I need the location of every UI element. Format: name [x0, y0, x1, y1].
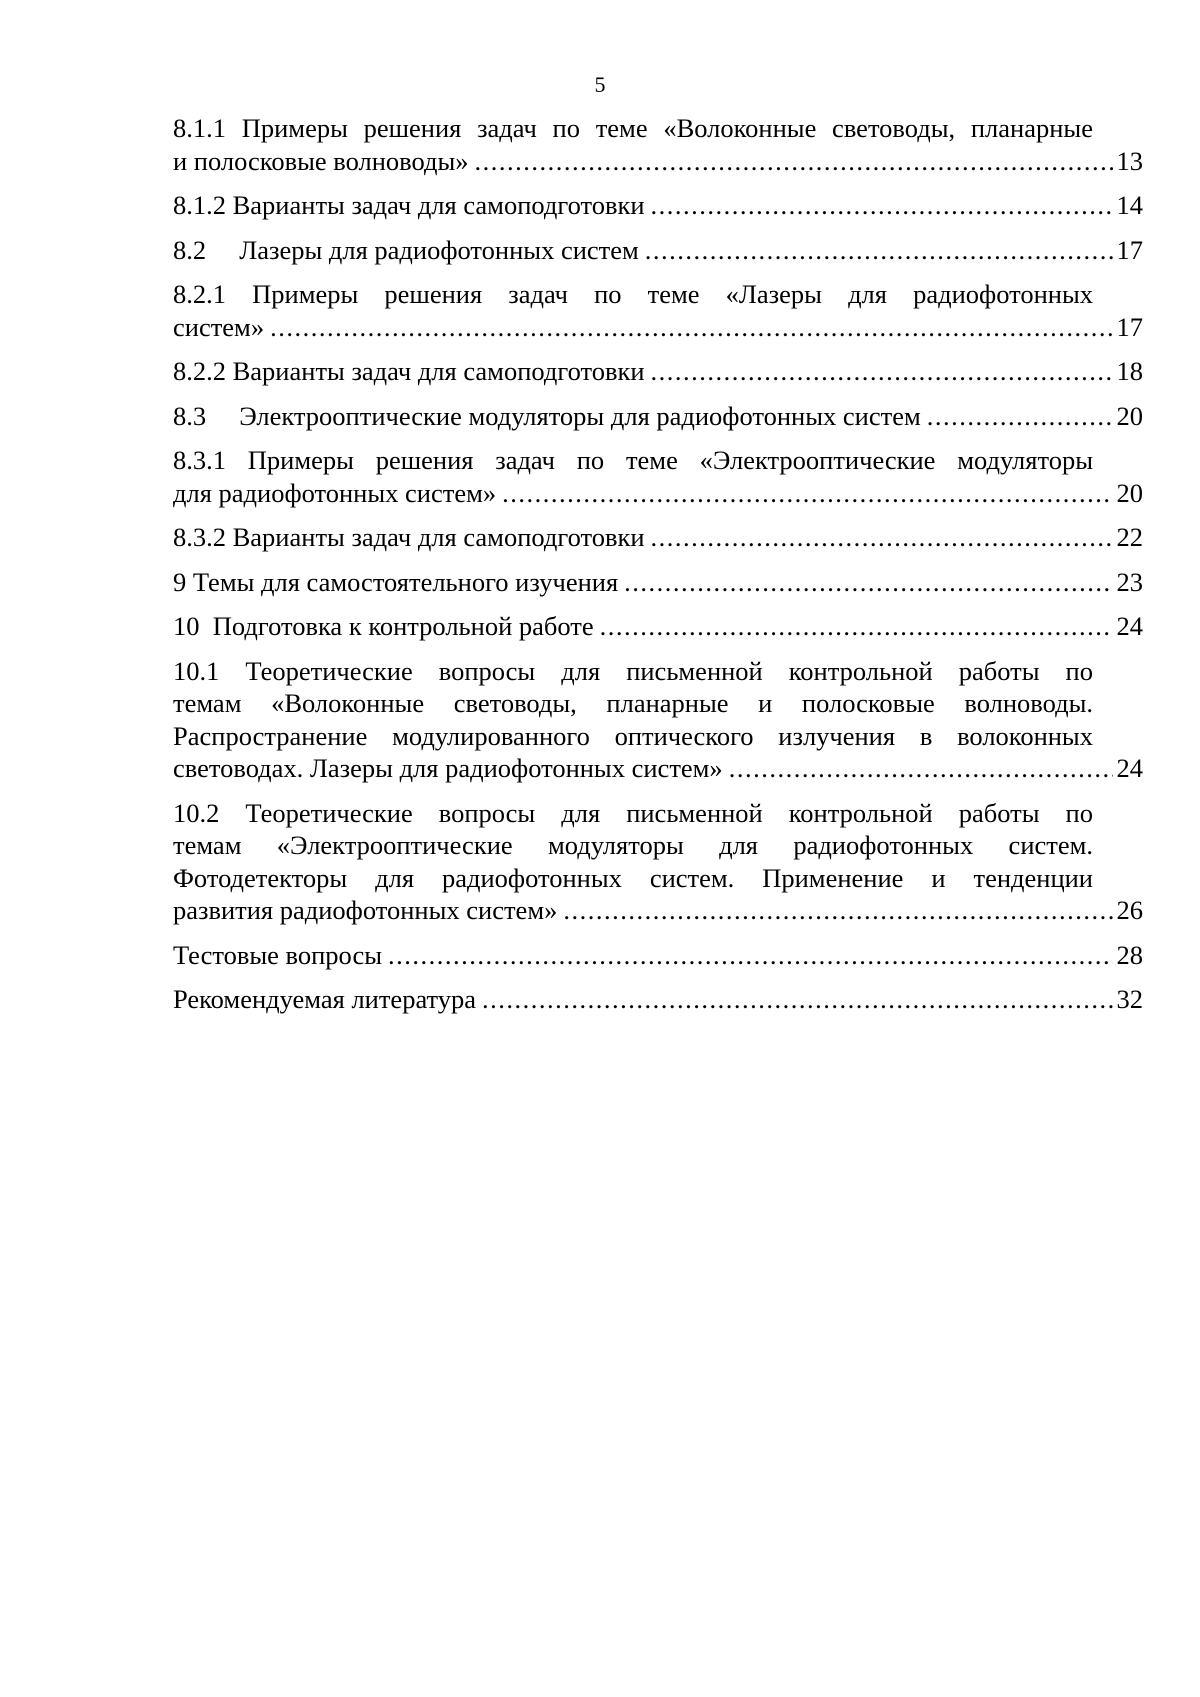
- toc-entry-last-line: [173, 610, 1143, 643]
- toc-entry-last-line: [173, 566, 1143, 599]
- toc-entry-line: 8.1.1 Примеры решения задач по теме «Волоконные световоды, планарные: [173, 113, 1093, 143]
- toc-entry-title: Рекомендуемая литература: [173, 984, 477, 1014]
- toc-entry-last-line: [173, 477, 1143, 510]
- toc-entry[interactable]: [173, 278, 1143, 343]
- toc-entry-last-line: [173, 939, 1143, 972]
- dot-leader: [624, 566, 1112, 599]
- toc-page-number: 13: [1116, 145, 1143, 176]
- dot-leader: [600, 610, 1113, 643]
- toc-entry-title: для радиофотонных систем»: [173, 477, 497, 508]
- toc-page-number: 18: [1116, 356, 1143, 386]
- toc-entry-last-line: [173, 894, 1143, 927]
- dot-leader: [563, 894, 1112, 927]
- dot-leader: [651, 521, 1113, 554]
- dot-leader: [651, 189, 1113, 222]
- toc-page-number: 28: [1116, 939, 1143, 970]
- toc-entry-title: световодах. Лазеры для радиофотонных систем»: [173, 753, 723, 783]
- toc-entry-last-line: [173, 355, 1143, 388]
- toc-entry-last-line: [173, 521, 1143, 554]
- dot-leader: [482, 983, 1112, 1016]
- toc-entry-last-line: [173, 311, 1143, 344]
- toc-page-number: 26: [1116, 895, 1143, 925]
- toc-page-number: 17: [1116, 311, 1143, 342]
- toc-entry[interactable]: [173, 797, 1143, 927]
- dot-leader: [645, 234, 1113, 267]
- toc-entry[interactable]: [173, 566, 1143, 599]
- toc-entry-title: систем»: [173, 311, 265, 342]
- toc-entry[interactable]: [173, 655, 1143, 785]
- dot-leader: [270, 311, 1112, 344]
- toc-entry[interactable]: [173, 610, 1143, 643]
- toc-page-number: 32: [1116, 984, 1143, 1014]
- dot-leader: [729, 752, 1113, 785]
- toc-page-number: 14: [1116, 190, 1143, 220]
- table-of-contents: [173, 112, 1143, 1028]
- toc-entry-title: 8.3 Электрооптические модуляторы для радиофотонных систем: [173, 400, 921, 431]
- toc-entry[interactable]: [173, 983, 1143, 1016]
- toc-entry-last-line: [173, 752, 1143, 785]
- toc-entry[interactable]: [173, 521, 1143, 554]
- toc-entry-last-line: [173, 234, 1143, 267]
- toc-page-number: 22: [1116, 522, 1143, 552]
- toc-entry[interactable]: [173, 189, 1143, 222]
- toc-entry-line: 8.3.1 Примеры решения задач по теме «Электрооптические модуляторы: [173, 445, 1093, 475]
- toc-entry-last-line: [173, 189, 1143, 222]
- toc-entry-line: 10.1 Теоретические вопросы для письменной контрольной работы по: [173, 655, 1093, 686]
- toc-entry-title: 8.3.2 Варианты задач для самоподготовки: [173, 522, 645, 552]
- dot-leader: [651, 355, 1113, 388]
- toc-entry[interactable]: [173, 400, 1143, 433]
- toc-entry-title: развития радиофотонных систем»: [173, 895, 558, 925]
- page-number: 5: [594, 72, 606, 97]
- toc-entry[interactable]: [173, 112, 1143, 177]
- toc-entry-last-line: [173, 400, 1143, 433]
- toc-entry-line: 10.2 Теоретические вопросы для письменной контрольной работы по: [173, 797, 1093, 828]
- toc-entry-title: и полосковые волноводы»: [173, 145, 469, 176]
- toc-entry[interactable]: [173, 939, 1143, 972]
- toc-entry-title: 8.2.2 Варианты задач для самоподготовки: [173, 356, 645, 386]
- toc-entry[interactable]: [173, 234, 1143, 267]
- toc-page-number: 23: [1116, 566, 1143, 597]
- toc-entry-title: 9 Темы для самостоятельного изучения: [173, 566, 619, 597]
- dot-leader: [927, 400, 1113, 433]
- toc-entry-line: Фотодетекторы для радиофотонных систем. Применение и тенденции: [173, 862, 1093, 893]
- toc-entry-title: 8.1.2 Варианты задач для самоподготовки: [173, 190, 645, 220]
- dot-leader: [502, 477, 1112, 510]
- toc-page-number: 20: [1116, 400, 1143, 431]
- toc-entry-line: темам «Электрооптические модуляторы для радиофотонных систем.: [173, 830, 1093, 860]
- dot-leader: [388, 939, 1112, 972]
- toc-entry[interactable]: [173, 444, 1143, 509]
- toc-page-number: 24: [1116, 611, 1143, 641]
- toc-entry-title: Тестовые вопросы: [173, 939, 383, 970]
- toc-page-number: 20: [1116, 477, 1143, 508]
- toc-page-number: 17: [1116, 234, 1143, 265]
- toc-entry-line: 8.2.1 Примеры решения задач по теме «Лазеры для радиофотонных: [173, 279, 1093, 309]
- toc-page-number: 24: [1116, 753, 1143, 783]
- toc-entry-line: Распространение модулированного оптического излучения в волоконных: [173, 720, 1093, 751]
- toc-entry-last-line: [173, 145, 1143, 178]
- toc-entry[interactable]: [173, 355, 1143, 388]
- toc-entry-line: темам «Волоконные световоды, планарные и полосковые волноводы.: [173, 688, 1093, 718]
- dot-leader: [475, 145, 1113, 178]
- toc-entry-title: 8.2 Лазеры для радиофотонных систем: [173, 234, 639, 265]
- toc-entry-title: 10 Подготовка к контрольной работе: [173, 611, 594, 641]
- toc-entry-last-line: [173, 983, 1143, 1016]
